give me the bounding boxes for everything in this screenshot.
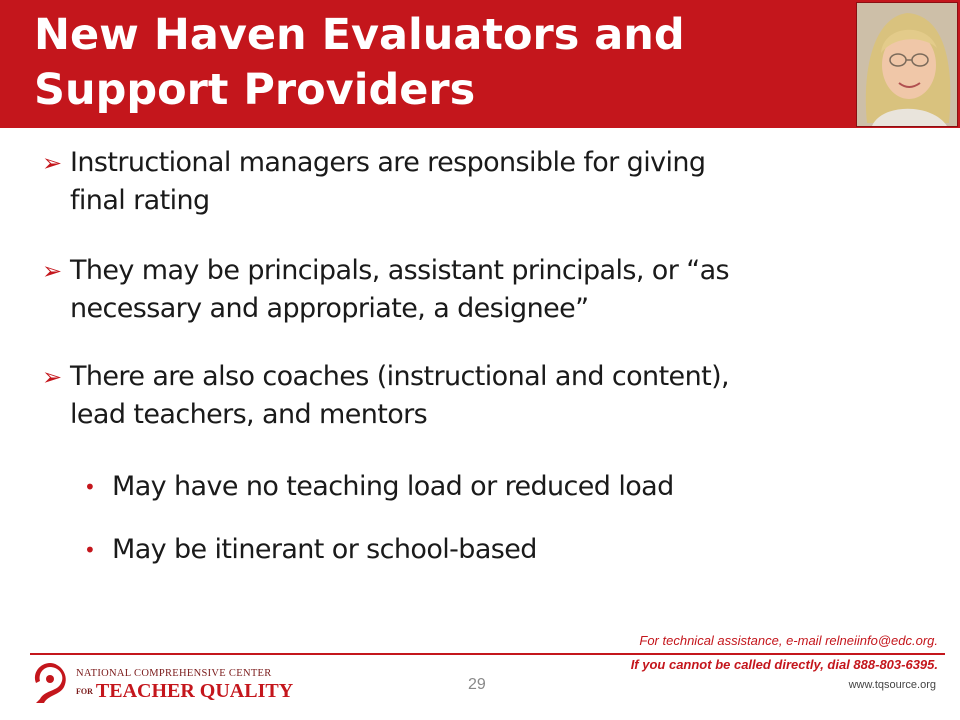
ncctq-logo-icon (30, 663, 70, 707)
bullet-text-line2: lead teachers, and mentors (70, 399, 428, 430)
page-number: 29 (468, 676, 486, 693)
arrow-bullet-icon: ➢ (42, 257, 63, 285)
arrow-bullet-icon: ➢ (42, 363, 63, 391)
tech-assistance-note: For technical assistance, e-mail relneiinfo@edc.org. (639, 633, 938, 648)
sub-bullet-item (84, 468, 674, 506)
slide-title-line1: New Haven Evaluators and (34, 10, 685, 60)
sub-bullet-text: May be itinerant or school-based (112, 534, 537, 565)
website-link[interactable]: www.tqsource.org (848, 679, 936, 691)
presenter-photo (856, 2, 958, 127)
dot-bullet-icon: • (84, 475, 96, 499)
bullet-text-line1: Instructional managers are responsible for giving (70, 147, 706, 178)
logo-line2: TEACHER QUALITY (95, 679, 294, 702)
logo-for: FOR (76, 687, 93, 697)
footer-divider (30, 653, 945, 655)
bullet-item (42, 144, 922, 220)
dot-bullet-icon: • (84, 538, 96, 562)
slide-title-line2: Support Providers (34, 65, 476, 115)
arrow-bullet-icon: ➢ (42, 149, 63, 177)
bullet-text-line1: There are also coaches (instructional and content), (70, 361, 729, 392)
bullet-item (42, 358, 922, 434)
sub-bullet-text: May have no teaching load or reduced load (112, 471, 674, 502)
ncctq-logo (30, 660, 294, 710)
slide-body (0, 128, 960, 628)
bullet-item (42, 252, 922, 328)
presenter-portrait-image (857, 3, 957, 126)
bullet-text-line2: necessary and appropriate, a designee” (70, 293, 589, 324)
sub-bullet-item (84, 531, 537, 569)
bullet-text-line2: final rating (70, 185, 210, 216)
slide-title (34, 8, 814, 118)
bullet-text-line1: They may be principals, assistant principals, or “as (70, 255, 730, 286)
logo-line2-wrapper (76, 680, 293, 703)
logo-line1: NATIONAL COMPREHENSIVE CENTER (76, 667, 272, 679)
title-banner (0, 0, 960, 128)
dial-in-note: If you cannot be called directly, dial 888-803-6395. (630, 657, 938, 672)
